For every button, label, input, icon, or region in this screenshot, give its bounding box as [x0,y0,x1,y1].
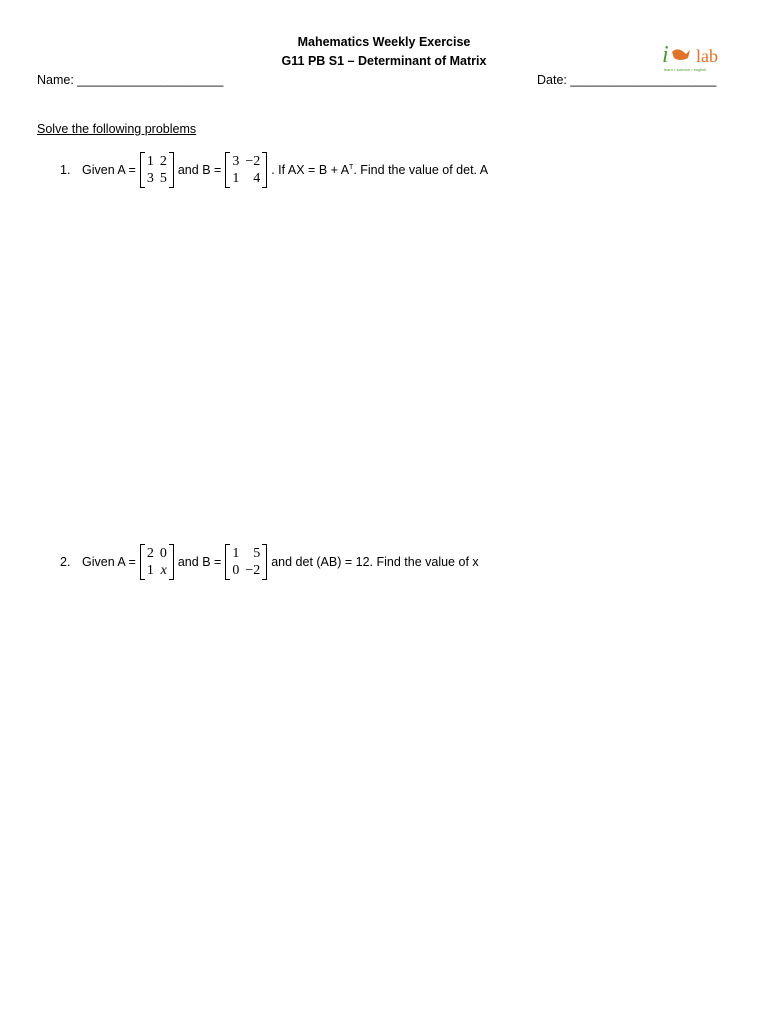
right-bracket [169,544,174,580]
matrix-cell: x [160,563,167,578]
problem-text-after: and det (AB) = 12. Find the value of x [271,555,479,569]
logo-letter-i: i [662,42,669,68]
matrix-cell: 2 [146,546,154,561]
matrix-cell: 1 [232,171,240,186]
matrix-cell: −2 [245,563,261,578]
problem-text-and: and B = [177,163,222,177]
ilab-logo-icon [660,40,732,74]
matrix-cell: 0 [232,563,240,578]
problem-1 [60,152,488,188]
logo-swoosh [672,49,690,60]
matrix-cell: 5 [159,171,167,186]
matrix-cell: 4 [253,171,261,186]
problem-number: 2. [60,555,71,569]
matrix-cell: 3 [146,171,154,186]
problem-2 [60,544,479,580]
matrix-cell: 1 [232,546,240,561]
transpose-superscript: T [349,163,354,171]
problem-number: 1. [60,163,71,177]
right-bracket [262,152,267,188]
page-title: Mahematics Weekly Exercise [297,35,471,49]
ilab-logo [660,40,732,74]
name-field: Name: _____________________ [37,73,224,87]
logo-word-lab: lab [696,46,718,66]
matrix-cell: 1 [146,154,154,169]
text-post: . Find the value of det. A [353,163,489,177]
matrix-b [225,544,267,580]
problem-text-after [271,163,488,177]
matrix-cell: 3 [232,154,240,169]
matrix-cell: −2 [245,154,261,169]
page-subtitle: G11 PB S1 – Determinant of Matrix [281,54,487,68]
date-field: Date: _____________________ [537,73,717,87]
right-bracket [169,152,174,188]
instructions: Solve the following problems [37,122,197,136]
matrix-cell: 0 [159,546,167,561]
matrix-cell: 5 [253,546,261,561]
matrix-cell: 1 [146,563,154,578]
text-pre: . If AX = B + A [271,163,350,177]
problem-text-given: Given A = [82,555,136,569]
matrix-b [225,152,267,188]
problem-text-given: Given A = [82,163,136,177]
matrix-cell: 2 [159,154,167,169]
matrix-a [140,544,174,580]
logo-tagline: learn • science • english [664,67,707,72]
right-bracket [262,544,267,580]
matrix-a [140,152,174,188]
problem-text-and: and B = [177,555,222,569]
